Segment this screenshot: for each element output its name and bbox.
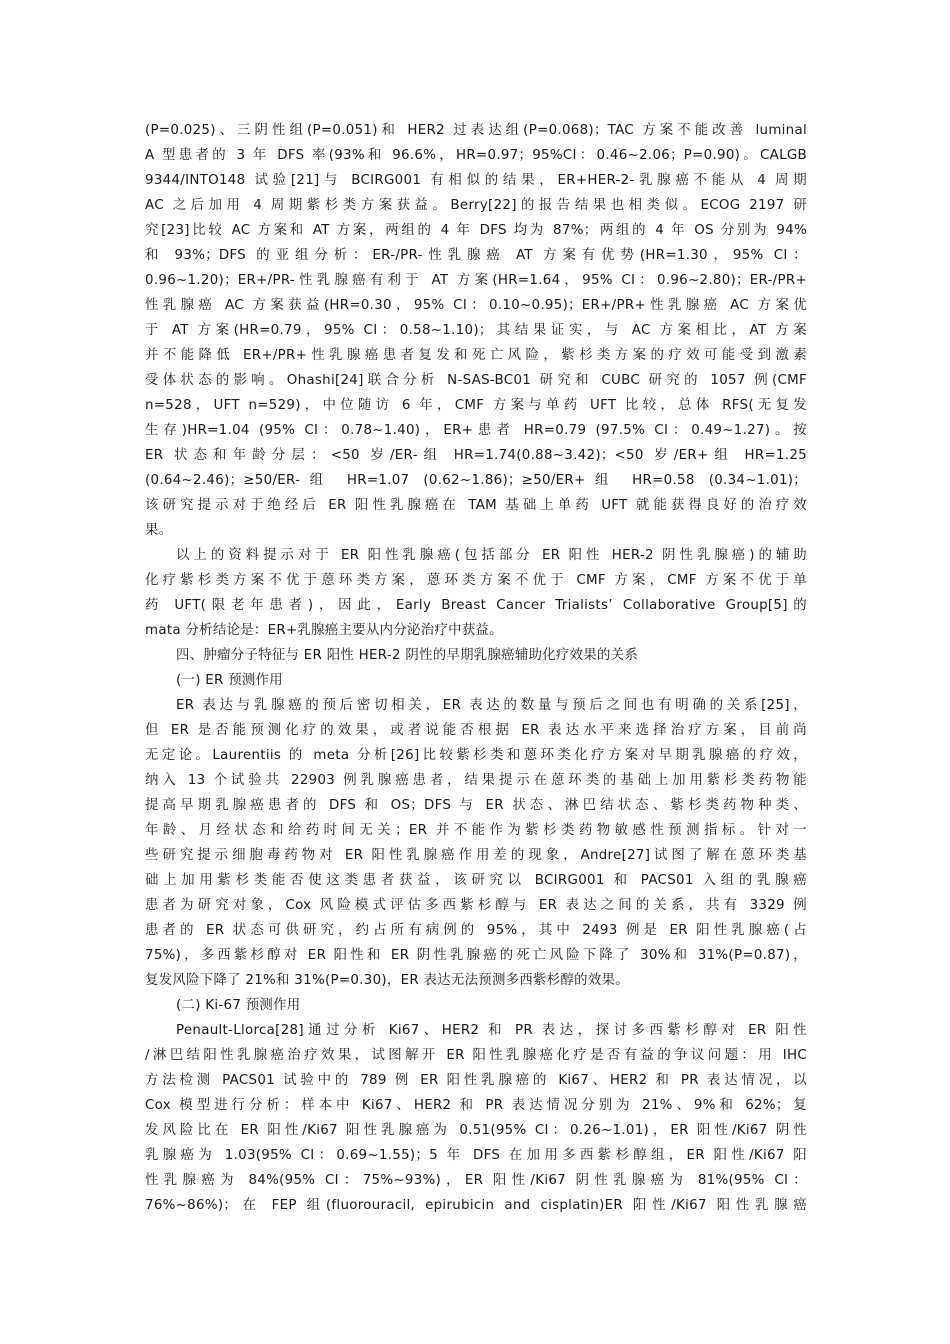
text-line: n=528，UFT n=529)，中位随访 6 年，CMF 方案与单药 UFT 比较，总体 RFS(无复发 xyxy=(145,398,807,413)
text-line: ER 状态和年龄分层：<50 岁/ER-组 HR=1.74(0.88~3.42)；<50 岁/ER+组 HR=1.25 xyxy=(145,448,807,463)
text-line: 发风险比在 ER 阳性/Ki67 阳性乳腺癌为 0.51(95% CI：0.26~1.01)，ER 阳性/Ki67 阴性 xyxy=(145,1123,807,1138)
subsection-heading: (一) ER 预测作用 xyxy=(176,673,283,688)
text-line: 化疗紫杉类方案不优于蒽环类方案，蒽环类方案不优于 CMF 方案，CMF 方案不优于单 xyxy=(145,573,807,588)
text-line: 乳腺癌为 1.03(95% CI：0.69~1.55)；5 年 DFS 在加用多西紫杉醇组，ER 阳性/Ki67 阳 xyxy=(145,1148,807,1163)
text-line: (P=0.025)、三阴性组(P=0.051)和 HER2 过表达组(P=0.068)；TAC 方案不能改善 luminal xyxy=(145,123,807,138)
text-line: ER 表达与乳腺癌的预后密切相关，ER 表达的数量与预后之间也有明确的关系[25]， xyxy=(176,698,807,713)
text-line: 生存)HR=1.04 (95% CI：0.78~1.40)，ER+患者 HR=0.79 (97.5% CI：0.49~1.27)。按 xyxy=(145,423,807,438)
text-line: 果。 xyxy=(145,523,173,538)
text-line: AC 之后加用 4 周期紫杉类方案获益。Berry[22]的报告结果也相类似。ECOG 2197 研 xyxy=(145,198,807,213)
text-line: 无定论。Laurentiis 的 meta 分析[26]比较紫杉类和蒽环类化疗方案对早期乳腺癌的疗效， xyxy=(145,748,807,763)
text-line: /淋巴结阳性乳腺癌治疗效果，试图解开 ER 阳性乳腺癌化疗是否有益的争议问题：用 IHC xyxy=(145,1048,807,1063)
text-line: 提高早期乳腺癌患者的 DFS 和 OS；DFS 与 ER 状态、淋巴结状态、紫杉类药物种类、 xyxy=(145,798,807,813)
text-line: 究[23]比较 AC 方案和 AT 方案，两组的 4 年 DFS 均为 87%；两组的 4 年 OS 分别为 94% xyxy=(145,223,807,238)
text-line: 纳入 13 个试验共 22903 例乳腺癌患者，结果提示在蒽环类的基础上加用紫杉类药物能 xyxy=(145,773,807,788)
text-line: 方法检测 PACS01 试验中的 789 例 ER 阳性乳腺癌的 Ki67、HER2 和 PR 表达情况，以 xyxy=(145,1073,807,1088)
text-line: (0.64~2.46)；≥50/ER-组 HR=1.07 (0.62~1.86)；≥50/ER+组 HR=0.58 (0.34~1.01)； xyxy=(145,473,807,488)
text-line: 以上的资料提示对于 ER 阳性乳腺癌(包括部分 ER 阳性 HER-2 阴性乳腺癌)的辅助 xyxy=(176,548,807,563)
text-line: 受体状态的影响。Ohashi[24]联合分析 N-SAS-BC01 研究和 CUBC 研究的 1057 例(CMF xyxy=(145,373,807,388)
text-line: mata 分析结论是：ER+乳腺癌主要从内分泌治疗中获益。 xyxy=(145,623,503,638)
text-line: 于 AT 方案(HR=0.79，95% CI：0.58~1.10)；其结果证实，与 AC 方案相比，AT 方案 xyxy=(145,323,807,338)
text-line: 础上加用紫杉类能否使这类患者获益，该研究以 BCIRG001 和 PACS01 入组的乳腺癌 xyxy=(145,873,807,888)
text-line: Cox 模型进行分析：样本中 Ki67、HER2 和 PR 表达情况分别为 21%、9%和 62%；复 xyxy=(145,1098,807,1113)
text-line: 些研究提示细胞毒药物对 ER 阳性乳腺癌作用差的现象，Andre[27]试图了解在蒽环类基 xyxy=(145,848,807,863)
text-line: 0.96~1.20)；ER+/PR-性乳腺癌有利于 AT 方案(HR=1.64，95% CI：0.96~2.80)；ER-/PR+ xyxy=(145,273,807,288)
text-line: 该研究提示对于绝经后 ER 阳性乳腺癌在 TAM 基础上单药 UFT 就能获得良好的治疗效 xyxy=(145,498,807,513)
text-line: 年龄、月经状态和给药时间无关；ER 并不能作为紫杉类药物敏感性预测指标。针对一 xyxy=(145,823,807,838)
text-line: 并不能降低 ER+/PR+性乳腺癌患者复发和死亡风险，紫杉类方案的疗效可能受到激素 xyxy=(145,348,807,363)
text-line: 9344/INTO148 试验[21]与 BCIRG001 有相似的结果，ER+HER-2-乳腺癌不能从 4 周期 xyxy=(145,173,807,188)
text-line: 性乳腺癌 AC 方案获益(HR=0.30，95% CI：0.10~0.95)；ER+/PR+性乳腺癌 AC 方案优 xyxy=(145,298,807,313)
text-line: 但 ER 是否能预测化疗的效果，或者说能否根据 ER 表达水平来选择治疗方案，目前尚 xyxy=(145,723,807,738)
text-line: A 型患者的 3 年 DFS 率(93%和 96.6%，HR=0.97；95%CI：0.46~2.06；P=0.90)。CALGB xyxy=(145,148,807,163)
text-line: 76%~86%)；在 FEP 组(fluorouracil, epirubicin and cisplatin)ER 阳性/Ki67 阳性乳腺癌 xyxy=(145,1198,807,1213)
text-line: 和 93%；DFS 的亚组分析：ER-/PR-性乳腺癌 AT 方案有优势(HR=1.30，95% CI： xyxy=(145,248,807,263)
text-line: Penault-Llorca[28]通过分析 Ki67、HER2 和 PR 表达，探讨多西紫杉醇对 ER 阳性 xyxy=(176,1023,807,1038)
text-line: 药 UFT(限老年患者)，因此，Early Breast Cancer Trialists’ Collaborative Group[5]的 xyxy=(145,598,807,613)
section-heading: 四、肿瘤分子特征与 ER 阳性 HER-2 阴性的早期乳腺癌辅助化疗效果的关系 xyxy=(176,648,639,663)
text-line: 性乳腺癌为 84%(95% CI：75%~93%)，ER 阳性/Ki67 阴性乳腺癌为 81%(95% CI： xyxy=(145,1173,807,1188)
text-line: 患者的 ER 状态可供研究，约占所有病例的 95%，其中 2493 例是 ER 阳性乳腺癌(占 xyxy=(145,923,807,938)
text-line: 复发风险下降了 21%和 31%(P=0.30)，ER 表达无法预测多西紫杉醇的效果。 xyxy=(145,973,629,988)
subsection-heading: (二) Ki-67 预测作用 xyxy=(176,998,301,1013)
text-line: 75%)，多西紫杉醇对 ER 阳性和 ER 阴性乳腺癌的死亡风险下降了 30%和 31%(P=0.87)， xyxy=(145,948,807,963)
text-line: 患者为研究对象，Cox 风险模式评估多西紫杉醇与 ER 表达之间的关系，共有 3329 例 xyxy=(145,898,807,913)
